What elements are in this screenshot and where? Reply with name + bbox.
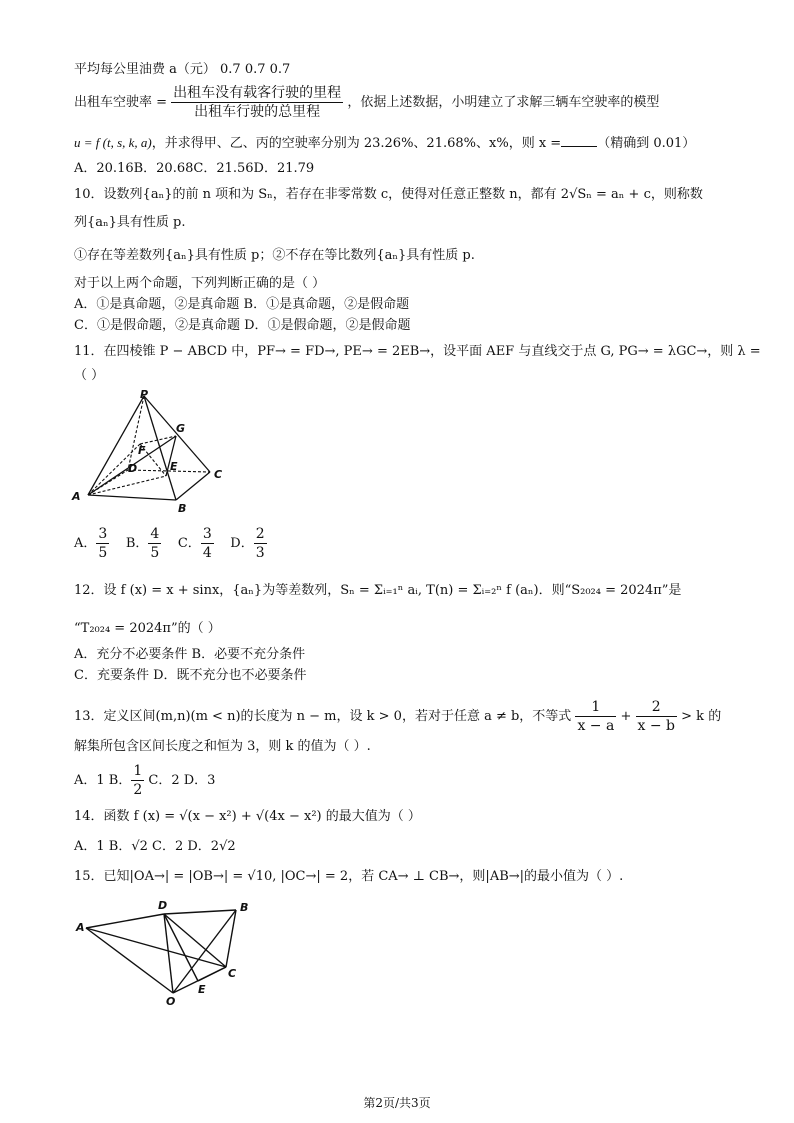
label-A: A: [72, 490, 81, 503]
q14-stem: 14．函数 f (x) = √(x − x²) + √(4x − x²) 的最大值为（ ）: [74, 809, 421, 824]
q10-question: 对于以上两个命题，下列判断正确的是（ ）: [74, 276, 326, 291]
label-D: D: [128, 462, 138, 475]
label-O: O: [166, 995, 176, 1008]
label-B: B: [240, 901, 249, 914]
empty-rate-label: 出租车空驶率 =: [74, 95, 168, 110]
q9-options: A．20.16B．20.68C．21.56D．21.79: [74, 161, 315, 176]
q11-option-b: B． $\frac{4}{5}$: [125, 526, 160, 561]
q13-fraction-2: $\frac{2}{x - b}$: [637, 699, 676, 734]
table-row-fuel-cost: 平均每公里油费 a（元） 0.7 0.7 0.7: [74, 62, 291, 77]
empty-rate-text: ，依据上述数据，小明建立了求解三辆车空驶率的模型: [347, 95, 660, 110]
answer-blank: [561, 134, 597, 147]
model-text: ，并求得甲、乙、丙的空驶率分别为 23.26%、21.68%、x%，则 x =: [151, 136, 562, 151]
q11-paren: （ ）: [74, 368, 105, 383]
label-E: E: [170, 460, 178, 473]
q13-stem-cont: 解集所包含区间长度之和恒为 3，则 k 的值为（ ）.: [74, 739, 371, 754]
q13-half: $\frac{1}{2}$: [133, 763, 143, 798]
page-footer: 第2页/共3页: [363, 1096, 431, 1110]
q13-fraction-1: $\frac{1}{x - a}$: [577, 699, 615, 734]
empty-rate-formula-line: [74, 84, 659, 121]
precision-note: （精确到 0.01）: [597, 136, 696, 151]
label-F: F: [138, 444, 146, 457]
q10-stem: 10．设数列{aₙ}的前 n 项和为 Sₙ，若存在非零常数 c，使得对任意正整数 n，都有 2√Sₙ = aₙ + c，则称数: [74, 187, 703, 202]
q11-option-c: C． $\frac{3}{4}$: [177, 526, 212, 561]
label-C: C: [214, 468, 223, 481]
q14-options: A．1 B．√2 C．2 D．2√2: [74, 839, 236, 854]
q11-stem: 11．在四棱锥 P − ABCD 中，PF→ = FD→, PE→ = 2EB→，设平面 AEF 与直线交于点 G, PG→ = λGC→，则 λ =: [74, 344, 761, 359]
label-C: C: [228, 967, 237, 980]
fraction-denominator: 出租车行驶的总里程: [194, 104, 321, 120]
q13-stem: 13．定义区间(m,n)(m < n)的长度为 n − m，设 k > 0，若对于任意 a ≠ b，不等式 $\frac{1}{x - a}$ + $\frac{2}{x - b}$ > k 的: [74, 699, 722, 734]
model-line: [74, 134, 695, 153]
q10-stem-cont: 列{aₙ}具有性质 p.: [74, 215, 186, 230]
q11-option-d: D． $\frac{2}{3}$: [230, 526, 265, 561]
label-B: B: [178, 502, 187, 515]
q12-options-ab: A．充分不必要条件 B．必要不充分条件: [74, 647, 306, 662]
fraction-numerator: 出租车没有载客行驶的里程: [173, 85, 342, 101]
label-G: G: [176, 422, 186, 435]
empty-rate-fraction: [171, 84, 343, 121]
model-formula: u = f (t, s, k, a): [74, 135, 152, 150]
q12-options-cd: C．充要条件 D．既不充分也不必要条件: [74, 668, 307, 683]
label-E: E: [198, 983, 206, 996]
q12-stem-cont: “T₂₀₂₄ = 2024π”的（ ）: [74, 621, 221, 636]
label-D: D: [158, 899, 168, 912]
pyramid-figure: [68, 388, 228, 518]
q12-stem: 12．设 f (x) = x + sinx，{aₙ}为等差数列，Sₙ = Σᵢ₌₁ⁿ aᵢ, T(n) = Σᵢ₌₂ⁿ f (aₙ)．则“S₂₀₂₄ = 2024π”是: [74, 583, 682, 598]
q13-options: A．1 B． $\frac{1}{2}$ C．2 D．3: [74, 763, 216, 798]
q11-options: [74, 525, 267, 562]
q11-option-a: A． $\frac{3}{5}$: [74, 526, 108, 561]
vector-figure: [66, 895, 256, 1010]
q10-options-ab: A．①是真命题，②是真命题 B．①是真命题，②是假命题: [74, 297, 410, 312]
q15-stem: 15．已知|OA→| = |OB→| = √10, |OC→| = 2，若 CA→ ⊥ CB→，则|AB→|的最小值为（ ）.: [74, 869, 624, 884]
q10-propositions: ①存在等差数列{aₙ}具有性质 p；②不存在等比数列{aₙ}具有性质 p.: [74, 248, 475, 263]
q10-options-cd: C．①是假命题，②是真命题 D．①是假命题，②是假命题: [74, 318, 411, 333]
label-P: P: [140, 388, 149, 401]
label-A: A: [76, 921, 85, 934]
